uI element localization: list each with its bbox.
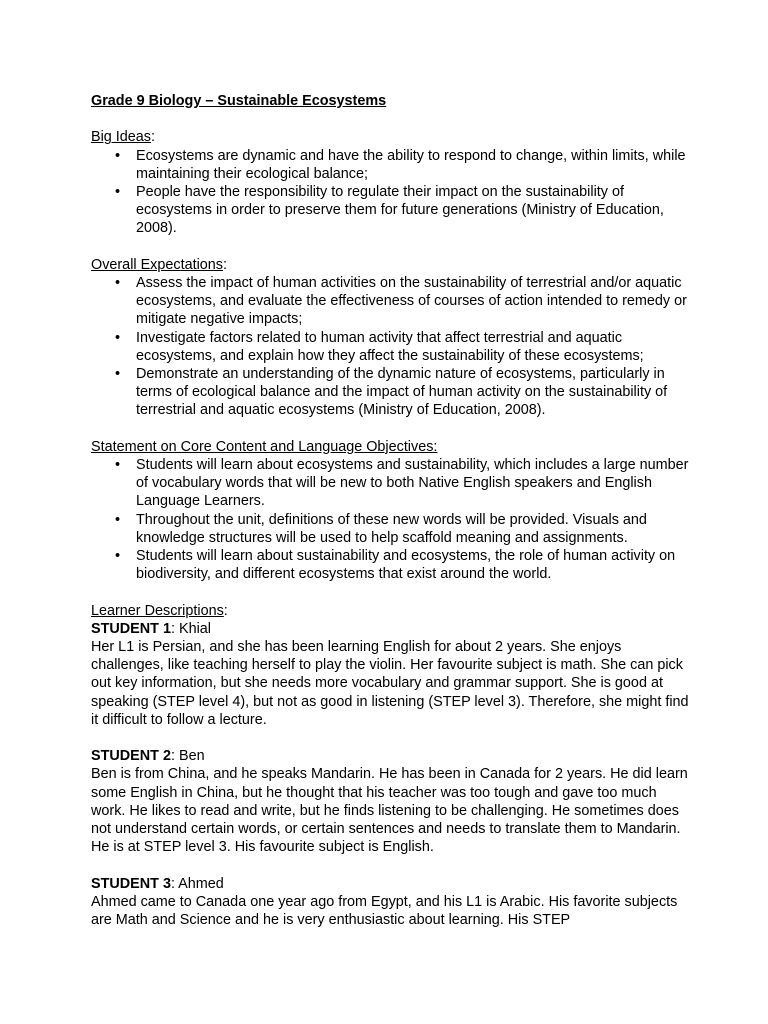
student-name: Ahmed [178, 875, 224, 892]
core-content-heading-text: Statement on Core Content and Language Objectives: [91, 438, 438, 455]
student-name: Ben [178, 748, 205, 765]
big-ideas-heading-text: Big Ideas [91, 129, 152, 146]
core-content-heading [91, 438, 691, 456]
core-content-item [91, 511, 691, 547]
spacer [91, 110, 691, 128]
overall-expectations-item [91, 365, 691, 420]
core-content-list [91, 456, 691, 583]
name-separator: : [170, 875, 179, 892]
learner-descriptions-heading [91, 602, 691, 620]
name-separator: : [170, 748, 179, 765]
student-heading [91, 620, 691, 638]
spacer [91, 729, 691, 747]
overall-expectations-item-text: Demonstrate an understanding of the dynamic nature of ecosystems, particularly in terms of ecological balance and the impact of human activity on the sustainability of terrestrial and aquatic ecosystems (Ministry of Education, 2008). [136, 366, 668, 419]
core-content-item [91, 547, 691, 583]
student-heading [91, 875, 691, 893]
bullet-icon: • [115, 275, 121, 291]
student-label: STUDENT 2 [91, 748, 171, 765]
bullet-icon: • [115, 184, 121, 200]
student-heading [91, 747, 691, 765]
document-title: Grade 9 Biology – Sustainable Ecosystems [91, 93, 387, 109]
bullet-icon: • [115, 366, 121, 383]
spacer [91, 583, 691, 601]
student-description: Her L1 is Persian, and she has been learning English for about 2 years. She enjoys challenges, like teaching herself to play the violin. Her favourite subject is math. She can pick out key information, but she needs more vocabulary and grammar support. She is good at speaking (STEP level 4), but not as good in listening (STEP level 3). Therefore, she might find it difficult to follow a lecture. [91, 639, 689, 728]
heading-colon: : [223, 602, 228, 619]
overall-expectations-item-text: Investigate factors related to human activity that affect terrestrial and aquatic ecosystems, and explain how they affect the sustainability of these ecosystems; [136, 329, 644, 364]
overall-expectations-list [91, 274, 691, 420]
core-content-item-text: Students will learn about sustainability and ecosystems, the role of human activity on biodiversity, and different ecosystems that exist around the world. [136, 548, 676, 583]
student-label: STUDENT 3 [91, 875, 171, 892]
big-ideas-item-text: People have the responsibility to regulate their impact on the sustainability of ecosystems in order to preserve them for future generations (Ministry of Education, 2008). [136, 184, 664, 237]
heading-colon: : [222, 256, 227, 273]
student-description: Ahmed came to Canada one year ago from Egypt, and his L1 is Arabic. His favorite subjects are Math and Science and he is very enthusiastic about learning. His STEP [91, 893, 678, 929]
overall-expectations-item [91, 329, 691, 365]
overall-expectations-item [91, 274, 691, 329]
big-ideas-heading [91, 128, 691, 146]
big-ideas-item-text: Ecosystems are dynamic and have the ability to respond to change, within limits, while maintaining their ecological balance; [136, 147, 686, 182]
student-label: STUDENT 1 [91, 620, 171, 637]
core-content-item-text: Throughout the unit, definitions of these new words will be provided. Visuals and knowledge structures will be used to help scaffold meaning and assignments. [136, 511, 647, 546]
bullet-icon: • [115, 457, 121, 474]
student-name: Khial [178, 620, 211, 637]
bullet-icon: • [115, 329, 121, 346]
document-page [91, 92, 691, 929]
student-description: Ben is from China, and he speaks Mandarin. He has been in Canada for 2 years. He did learn some English in China, but he thought that his teacher was too tough and gave too much work. He likes to read and write, but he finds listening to be challenging. He sometimes does not understand certain words, or certain sentences and needs to translate them to Mandarin. He is at STEP level 3. His favourite subject is English. [91, 766, 688, 856]
overall-expectations-item-text: Assess the impact of human activities on the sustainability of terrestrial and/or aquatic ecosystems, and evaluate the effectiveness of courses of action intended to remedy or mitigate negative impacts; [136, 275, 687, 328]
heading-colon: : [151, 129, 156, 146]
overall-expectations-heading [91, 256, 691, 274]
big-ideas-list [91, 147, 691, 238]
spacer [91, 856, 691, 874]
big-ideas-item [91, 183, 691, 238]
core-content-item-text: Students will learn about ecosystems and sustainability, which includes a large number of vocabulary words that will be new to both Native English speakers and English Language Learners. [136, 457, 689, 510]
name-separator: : [170, 620, 179, 637]
overall-expectations-heading-text: Overall Expectations [91, 256, 223, 273]
spacer [91, 420, 691, 438]
learner-descriptions-heading-text: Learner Descriptions [91, 602, 224, 619]
big-ideas-item [91, 147, 691, 183]
bullet-icon: • [115, 511, 121, 528]
core-content-item [91, 456, 691, 511]
bullet-icon: • [115, 548, 121, 565]
bullet-icon: • [115, 147, 121, 164]
spacer [91, 238, 691, 256]
